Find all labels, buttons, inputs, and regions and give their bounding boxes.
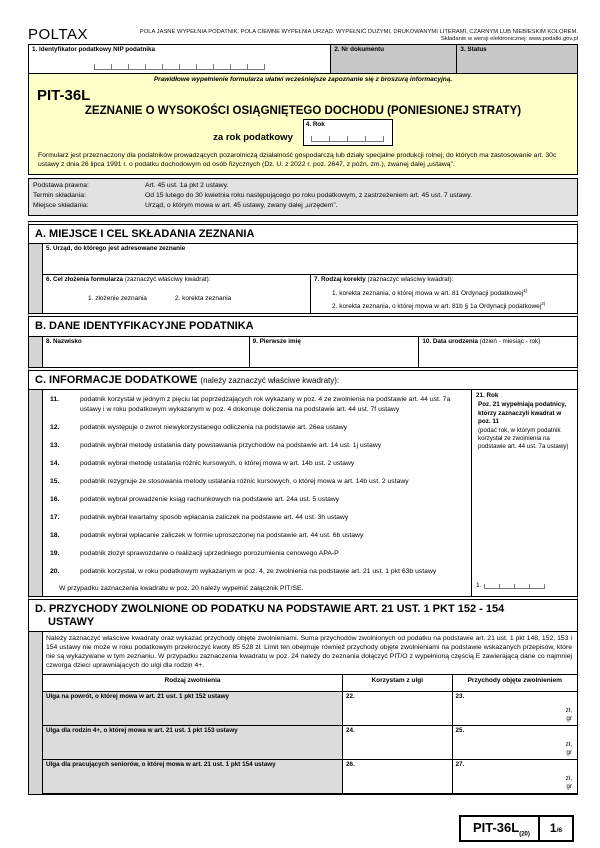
relief-checkbox-26[interactable]: [342, 760, 451, 794]
section-gutter: [29, 244, 42, 313]
section-c-title-bold: C. INFORMACJE DODATKOWE: [35, 373, 198, 386]
relief-checkbox-24[interactable]: [342, 726, 451, 760]
filing-purpose-field: [43, 275, 310, 313]
item-number: 13.: [50, 441, 60, 449]
footer-form-code: [461, 817, 540, 841]
birth-date-field[interactable]: [418, 337, 577, 367]
relief-amount-23[interactable]: [452, 692, 577, 726]
form-title: ZEZNANIE O WYSOKOŚCI OSIĄGNIĘTEGO DOCHODU (PONIESIONEJ STRATY): [84, 105, 522, 117]
section-d: [28, 596, 578, 794]
field-number: 25.: [455, 726, 465, 734]
section-gutter: [29, 632, 42, 793]
comb-cell: [247, 64, 265, 70]
document-number-label: 2. Nr dokumentu: [334, 46, 385, 53]
birth-date-hint: (dzień - miesiąc - rok): [479, 337, 541, 345]
poltax-logo: POLTAX: [28, 26, 88, 43]
birth-date-label: [422, 338, 574, 346]
year-21-note: (podać rok, w którym podatnik korzystał ze zwolnienia na podstawie art. 44 ust. 7a ustawy): [478, 426, 569, 451]
info-item-16[interactable]: [47, 495, 471, 505]
info-item-15[interactable]: [47, 477, 471, 487]
footer-form-code-text: PIT-36L: [472, 819, 520, 835]
section-c: [28, 367, 578, 597]
legal-row: [29, 201, 577, 211]
comb-cell: [514, 584, 529, 589]
footer-box: [459, 815, 574, 843]
form-description: Formularz jest przeznaczony dla podatników prowadzących pozarolniczą działalność gospodarczą lub działy specjalne produkcji rolnej, do których ma zastosowanie art. 30c ustawy z dnia 26 lipca 1991 r. o podatku dochodowym od osób fizycznych (Dz. U. z 2022 r. poz. 2647, z późn. zm.), zwanej dalej „ustawą”.: [38, 152, 557, 168]
item-number: 14.: [50, 459, 60, 467]
item-number: 20.: [50, 568, 60, 576]
section-c-title-hint: (należy zaznaczyć właściwe kwadraty):: [200, 375, 340, 385]
item-number: 12.: [50, 423, 60, 431]
field-number: 26.: [346, 760, 355, 768]
comb-cell: [196, 64, 213, 70]
section-b: [28, 313, 578, 368]
field-number: 23.: [455, 692, 465, 700]
filing-purpose-label-bold: 6. Cel złożenia formularza: [46, 276, 123, 284]
section-gutter: [29, 390, 42, 596]
comb-cell: [365, 136, 384, 142]
correction-type-label: [314, 276, 574, 284]
item-number: 11.: [50, 396, 60, 404]
tax-year-row: [29, 119, 577, 150]
option-filing[interactable]: 1. złożenie zeznania: [88, 295, 147, 303]
relief-row-label: Ulga dla rodzin 4+, o której mowa w art. 21 ust. 1 pkt 153 ustawy: [43, 726, 342, 760]
correction-option-art81b[interactable]: [332, 301, 574, 310]
legal-info-box: [28, 178, 578, 216]
year-21-box: [471, 390, 577, 596]
status-label: 3. Status: [460, 46, 487, 53]
info-item-13[interactable]: [47, 441, 471, 451]
filing-purpose-options: [88, 295, 307, 302]
legal-label: Podstawa prawna:: [33, 181, 89, 189]
section-d-title-line1: D. PRZYCHODY ZWOLNIONE OD PODATKU NA PODSTAWIE ART. 21 UST. 1 PKT 152 - 154: [35, 603, 505, 616]
item-text: podatnik wybrał wpłacanie zaliczek w formie uproszczonej na podstawie art. 44 ust. 6b ustawy: [80, 532, 364, 540]
relief-amount-25[interactable]: [452, 726, 577, 760]
tax-year-field[interactable]: [303, 119, 393, 146]
surname-label: 8. Nazwisko: [46, 337, 82, 345]
footnote-marker: 2): [541, 301, 546, 307]
item-number: 16.: [50, 496, 60, 504]
identification-row: [28, 44, 578, 74]
footer-page-total: /6: [556, 827, 562, 835]
correction-option-text: 2. korekta zeznania, o której mowa w art. 81b § 1a Ordynacji podatkowej: [332, 303, 542, 311]
info-item-11[interactable]: [47, 395, 471, 414]
item-number: 19.: [50, 550, 60, 558]
year-21-comb-input[interactable]: [484, 584, 545, 589]
footer-page-indicator: [540, 817, 572, 841]
comb-cell: [111, 64, 128, 70]
fill-instructions-line1: POLA JASNE WYPEŁNIA PODATNIK, POLA CIEMNE WYPEŁNIA URZĄD. WYPEŁNIĆ DUŻYMI, DRUKOWANYMI LITERAMI, CZARNYM LUB NIEBIESKIM KOLOREM.: [139, 28, 578, 35]
section-a-body: [29, 243, 577, 313]
currency-zl: zł,: [565, 775, 572, 783]
item-text: podatnik wybrał metodę ustalania daty powstawania przychodów na podstawie art. 14 ust. 1j ustawy: [80, 441, 382, 449]
field-number: 24.: [346, 726, 355, 734]
tax-office-field[interactable]: [43, 244, 577, 274]
efiling-note: Składanie w wersji elektronicznej: www.podatki.gov.pl: [440, 36, 578, 43]
item-text: podatnik występuje o zwrot niewykorzystanego odliczenia na podstawie art. 26ea ustawy: [80, 423, 348, 431]
col-header-exemption-type: Rodzaj zwolnienia: [43, 675, 342, 692]
legal-label: Miejsce składania:: [33, 202, 89, 210]
first-name-field[interactable]: [249, 337, 419, 367]
currency-gr: gr: [566, 715, 572, 723]
col-header-using-relief: Korzystam z ulgi: [342, 675, 451, 692]
correction-type-label-bold: 7. Rodzaj korekty: [314, 276, 366, 284]
info-item-19[interactable]: [47, 549, 471, 559]
nip-field[interactable]: [29, 45, 330, 73]
currency-suffix: [456, 741, 574, 757]
comb-cell: [484, 584, 499, 589]
field-number: 22.: [346, 692, 355, 700]
comb-cell: [329, 136, 347, 142]
section-d-body: [29, 631, 577, 793]
legal-row: [29, 191, 577, 201]
currency-zl: zł,: [565, 707, 572, 715]
form-intro-block: [28, 74, 578, 175]
legal-row: [29, 181, 577, 191]
correction-option-text: 1. korekta zeznania, o której mowa w art. 81 Ordynacji podatkowej: [332, 290, 524, 298]
relief-checkbox-22[interactable]: [342, 692, 451, 726]
exemptions-table: [43, 674, 577, 794]
footer-page-number: 1: [549, 821, 557, 836]
filing-purpose-label: [46, 276, 307, 284]
section-d-title-line2: USTAWY: [48, 615, 95, 628]
tax-year-label: 4. Rok: [305, 121, 325, 128]
currency-gr: gr: [566, 749, 572, 757]
comb-cell: [499, 584, 514, 589]
comb-cell: [179, 64, 196, 70]
correction-type-field: [310, 275, 577, 313]
item-text: podatnik rezygnuje ze stosowania metody ustalania różnic kursowych, o której mowa w art. 14b ust. 2 ustawy: [80, 478, 409, 485]
form-code: PIT-36L: [37, 87, 91, 104]
item-number: 15.: [50, 478, 60, 485]
status-field: [456, 45, 577, 73]
top-bar: [28, 26, 578, 44]
currency-zl: zł,: [565, 741, 572, 749]
legal-value: Od 15 lutego do 30 kwietnia roku następującego po roku podatkowym, z zastrzeżeniem art. 45 ust. 7 ustawy.: [145, 192, 473, 200]
info-item-17[interactable]: [47, 513, 471, 523]
correction-type-hint: (zaznaczyć właściwy kwadrat):: [367, 276, 454, 284]
nip-field-label: 1. Identyfikator podatkowy NIP podatnika: [32, 46, 156, 53]
item-text: podatnik złożył sprawozdanie o realizacji uprzedniego porozumienia cenowego APA-P: [80, 550, 339, 558]
item-text: podatnik wybrał prowadzenie ksiąg rachunkowych na podstawie art. 24a ust. 5 ustawy: [80, 496, 340, 504]
year-21-input[interactable]: [476, 582, 573, 592]
item-number: 18.: [50, 532, 60, 540]
relief-row-label: Ulga dla pracujących seniorów, o której mowa w art. 21 ust. 1 pkt 154 ustawy: [43, 760, 342, 794]
section-d-description: Należy zaznaczyć właściwe kwadraty oraz wykazać przychody objęte zwolnieniami. Suma przychodów zwolnionych od podatku na podstawie art. 21 ust. 1 pkt 148, 152, 153 i 154 ustawy nie może w roku podatkowym przekroczyć kwoty 85 528 zł. Limit ten obejmuje również przychody objęte zwolnieniami na podstawie wskazanych przepisów, które nie są wykazywane w tym zeznaniu. W przypadku zaznaczenia kwadratu w poz. 24 należy do zeznania dołączyć PIT/O z wypełnioną częścią E zawierającą dane co najmniej czworga dzieci uprawniających do ulgi dla rodzin 4+.: [46, 635, 572, 670]
comb-cell: [94, 64, 111, 70]
year-21-input-prefix: 1.: [476, 582, 482, 590]
correction-option-art81[interactable]: [332, 288, 574, 297]
legal-label: Termin składania:: [33, 192, 86, 200]
first-name-label: 9. Pierwsze imię: [252, 337, 301, 345]
nip-comb-input[interactable]: [94, 64, 265, 70]
tax-year-caption: za rok podatkowy: [213, 132, 293, 143]
currency-suffix: [456, 707, 574, 723]
comb-cell: [128, 64, 145, 70]
section-a: [28, 221, 578, 315]
item-text: podatnik wybrał metodę ustalania różnic kursowych, o której mowa w art. 14b ust. 2 ustawy: [80, 459, 355, 467]
info-item-12[interactable]: [47, 423, 471, 433]
item-number: 17.: [50, 514, 60, 522]
section-d-title: [29, 600, 577, 631]
footnote-marker: 1): [523, 288, 528, 294]
option-correction[interactable]: 2. korekta zeznania: [174, 295, 232, 303]
info-item-20[interactable]: [47, 567, 471, 577]
birth-date-label-bold: 10. Data urodzenia: [422, 337, 479, 345]
fill-instructions: [140, 29, 578, 44]
currency-suffix: [456, 775, 574, 791]
comb-cell: [311, 136, 329, 142]
footer-form-version: (20): [519, 831, 530, 838]
filing-purpose-hint: (zaznaczyć właściwy kwadrat):: [124, 276, 211, 284]
tax-office-label: 5. Urząd, do którego jest adresowane zeznanie: [46, 245, 186, 253]
info-item-14[interactable]: [47, 459, 471, 469]
year-21-bold-note: Poz. 21 wypełniają podatnicy, którzy zaznaczyli kwadrat w poz. 11: [478, 401, 567, 426]
section-c-title: [29, 371, 577, 390]
page-footer: [28, 815, 578, 843]
document-number-field: [330, 45, 456, 73]
col-header-exempt-income: Przychody objęte zwolnieniem: [452, 675, 577, 692]
relief-amount-27[interactable]: [452, 760, 577, 794]
comb-cell: [162, 64, 179, 70]
comb-cell: [230, 64, 247, 70]
field-number: 27.: [455, 760, 465, 768]
additional-info-list: [43, 390, 471, 596]
item-text: podatnik wybrał kwartalny sposób wpłacania zaliczek na podstawie art. 44 ust. 3h ustawy: [80, 514, 349, 522]
surname-field[interactable]: [43, 337, 249, 367]
section-b-title: B. DANE IDENTYFIKACYJNE PODATNIKA: [35, 320, 254, 333]
relief-row-label: Ulga na powrót, o której mowa w art. 21 ust. 1 pkt 152 ustawy: [43, 692, 342, 726]
comb-cell: [347, 136, 365, 142]
tax-year-comb-input[interactable]: [311, 136, 384, 142]
section-c-body: [29, 389, 577, 596]
section-a-title: A. MIEJSCE I CEL SKŁADANIA ZEZNANIA: [35, 227, 255, 240]
legal-value: Urząd, o którym mowa w art. 45 ustawy, zwany dalej „urzędem”.: [145, 202, 338, 210]
year-21-label: 21. Rok: [476, 392, 499, 400]
currency-gr: gr: [566, 783, 572, 791]
comb-cell: [529, 584, 545, 589]
info-banner: Prawidłowe wypełnienie formularza ułatwi wcześniejsze zapoznanie się z broszurą informacyjną.: [153, 76, 453, 83]
info-item-18[interactable]: [47, 531, 471, 541]
section-b-body: [29, 336, 577, 367]
section-gutter: [29, 337, 42, 367]
legal-value: Art. 45 ust. 1a pkt 2 ustawy.: [145, 181, 229, 189]
comb-cell: [213, 64, 230, 70]
comb-cell: [145, 64, 162, 70]
item-text: podatnik korzystał w jednym z pięciu lat poprzedzających rok wykazany w poz. 4 ze zwolnienia na podstawie art. 44 ust. 7a ustawy i w roku podatkowym wykazanym w poz. 4 dokonuje doliczenia na podstawie art. 44 ust. 7f ustawy: [80, 396, 451, 413]
item-text: podatnik korzystał, w roku podatkowym wykazanym w poz. 4, ze zwolnienia na podstawie art. 21 ust. 1 pkt 63b ustawy: [80, 568, 437, 576]
pit-se-footnote: W przypadku zaznaczenia kwadratu w poz. 20 należy wypełnić załącznik PIT/SE.: [59, 585, 304, 593]
